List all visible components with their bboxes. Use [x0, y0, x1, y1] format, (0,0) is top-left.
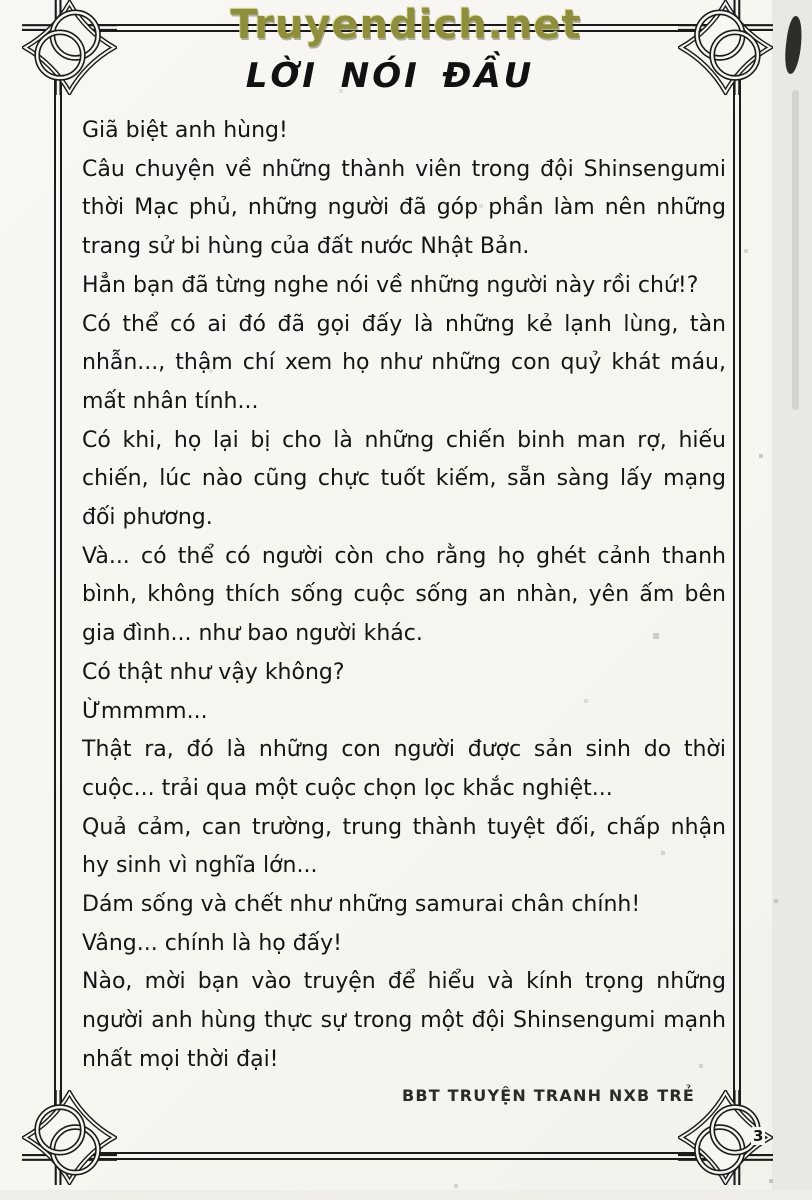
paragraph: Nào, mời bạn vào truyện để hiểu và kính trọng những người anh hùng thực sự trong một đội Shinsengumi mạnh nhất mọi thời đại! [82, 969, 726, 1072]
paragraph: Ừmmmm... [82, 698, 208, 724]
celtic-knot-corner-icon [22, 1090, 117, 1185]
page-number: 3 [753, 1127, 764, 1145]
paragraph: Có khi, họ lại bị cho là những chiến binh man rợ, hiếu chiến, lúc nào cũng chực tuốt kiếm, sẵn sàng lấy mạng đối phương. [82, 427, 726, 531]
paragraph: Có thật như vậy không? [82, 659, 345, 685]
paragraph: Giã biệt anh hùng! [82, 118, 288, 143]
paragraph: Câu chuyện về những thành viên trong đội Shinsengumi thời Mạc phủ, những người đã góp phần làm nên những trang sử bi hùng của đất nước Nhật Bản. [82, 156, 726, 260]
scan-edge-shadow-bottom [0, 1190, 812, 1200]
paragraph: Vâng... chính là họ đấy! [82, 930, 343, 956]
frame-border-right [733, 45, 741, 1145]
paragraph: Và... có thể có người còn cho rằng họ ghét cảnh thanh bình, không thích sống cuộc sống an nhàn, yên ấm bên gia đình... như bao người khác. [82, 543, 726, 647]
preface-body [82, 112, 726, 1080]
paragraph: Dám sống và chết như những samurai chân chính! [82, 892, 641, 918]
publisher-credit: BBT TRUYỆN TRANH NXB TRẺ [401, 1086, 695, 1105]
site-watermark: Truyendich.net [230, 2, 582, 48]
paragraph: Có thể có ai đó đã gọi đấy là những kẻ lạnh lùng, tàn nhẫn..., thậm chí xem họ như những con quỷ khát máu, mất nhân tính... [82, 311, 726, 414]
paragraph: Thật ra, đó là những con người được sản sinh do thời cuộc... trải qua một cuộc chọn lọc khắc nghiệt... [82, 737, 726, 801]
paragraph: Hẳn bạn đã từng nghe nói về những người này rồi chứ!? [82, 272, 699, 298]
page-title: LỜI NÓI ĐẦU [245, 56, 535, 96]
scan-streak [792, 90, 799, 410]
paragraph: Quả cảm, can trường, trung thành tuyệt đối, chấp nhận hy sinh vì nghĩa lớn... [82, 814, 726, 879]
frame-border-bottom [60, 1152, 740, 1160]
frame-border-left [54, 45, 62, 1145]
